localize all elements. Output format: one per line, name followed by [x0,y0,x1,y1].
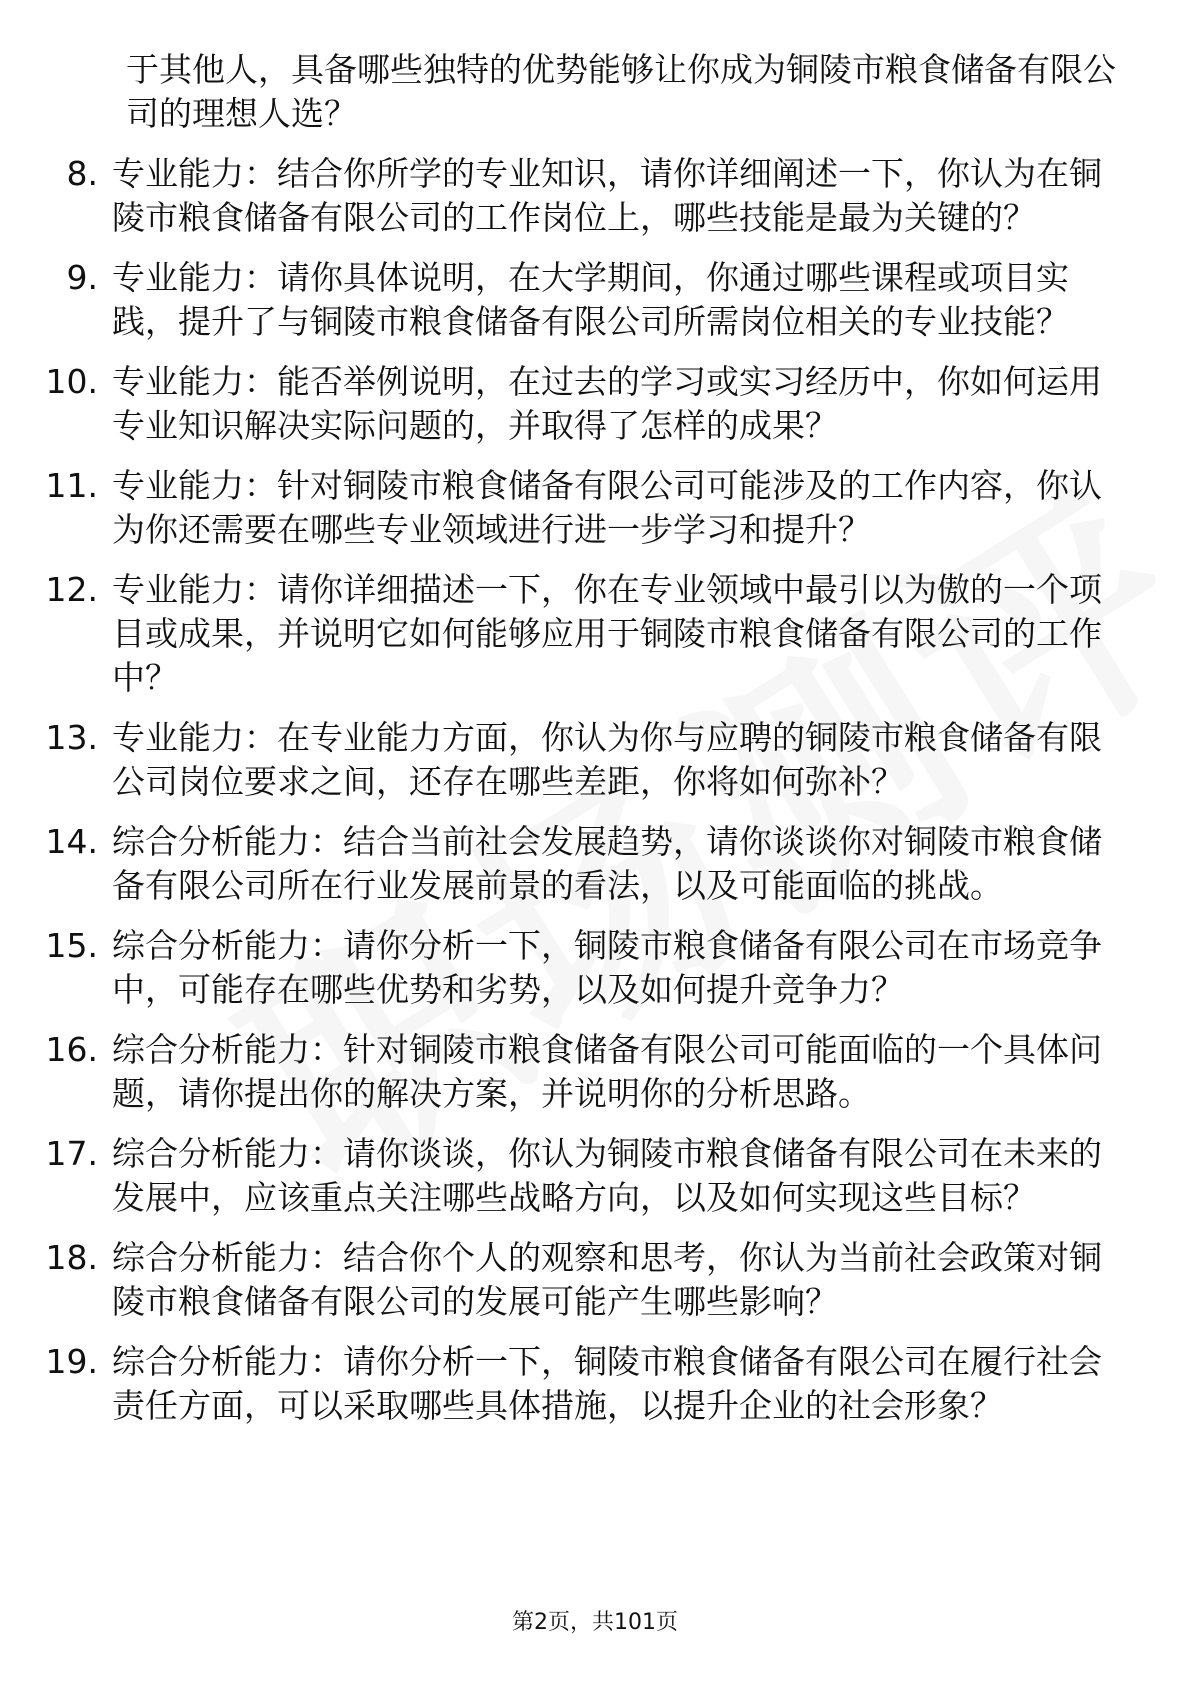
question-number: 19. [45,1342,98,1381]
question-number: 14. [45,822,98,861]
question-number: 10. [45,362,98,401]
question-number: 9. [66,258,98,297]
question-item [0,152,1190,240]
question-text: 专业能力：请你具体说明，在大学期间，你通过哪些课程或项目实践，提升了与铜陵市粮食储备有限公司所需岗位相关的专业技能？ [112,258,1069,341]
question-number: 17. [45,1134,98,1173]
question-item [0,568,1190,700]
question-text: 综合分析能力：请你谈谈，你认为铜陵市粮食储备有限公司在未来的发展中，应该重点关注哪些战略方向，以及如何实现这些目标？ [112,1134,1102,1217]
question-text: 专业能力：针对铜陵市粮食储备有限公司可能涉及的工作内容，你认为你还需要在哪些专业领域进行进一步学习和提升？ [112,466,1102,549]
question-item [0,360,1190,448]
question-item [0,1340,1190,1428]
question-number: 8. [66,154,98,193]
question-item [0,1028,1190,1116]
question-item [0,256,1190,344]
question-text: 综合分析能力：针对铜陵市粮食储备有限公司可能面临的一个具体问题，请你提出你的解决方案，并说明你的分析思路。 [112,1030,1102,1113]
question-item [0,464,1190,552]
question-item [0,820,1190,908]
question-number: 13. [45,718,98,757]
question-item [0,924,1190,1012]
question-number: 12. [45,570,98,609]
question-text: 专业能力：能否举例说明，在过去的学习或实习经历中，你如何运用专业知识解决实际问题的，并取得了怎样的成果？ [112,362,1102,445]
question-text: 综合分析能力：结合当前社会发展趋势，请你谈谈你对铜陵市粮食储备有限公司所在行业发展前景的看法，以及可能面临的挑战。 [112,822,1102,905]
question-number: 11. [45,466,98,505]
question-number: 15. [45,926,98,965]
question-text: 综合分析能力：请你分析一下，铜陵市粮食储备有限公司在履行社会责任方面，可以采取哪些具体措施，以提升企业的社会形象？ [112,1342,1102,1425]
question-item [0,716,1190,804]
continuation-text: 于其他人，具备哪些独特的优势能够让你成为铜陵市粮食储备有限公司的理想人选？ [126,50,1116,133]
question-number: 18. [45,1238,98,1277]
question-list [0,48,1190,1444]
question-text: 专业能力：请你详细描述一下，你在专业领域中最引以为傲的一个项目或成果，并说明它如何能够应用于铜陵市粮食储备有限公司的工作中？ [112,570,1102,697]
question-text: 综合分析能力：请你分析一下，铜陵市粮食储备有限公司在市场竞争中，可能存在哪些优势和劣势，以及如何提升竞争力？ [112,926,1102,1009]
question-number: 16. [45,1030,98,1069]
question-text: 专业能力：结合你所学的专业知识，请你详细阐述一下，你认为在铜陵市粮食储备有限公司的工作岗位上，哪些技能是最为关键的？ [112,154,1102,237]
page-footer: 第2页，共101页 [512,1610,678,1635]
question-text: 专业能力：在专业能力方面，你认为你与应聘的铜陵市粮食储备有限公司岗位要求之间，还存在哪些差距，你将如何弥补？ [112,718,1102,801]
question-item [0,1236,1190,1324]
question-item [0,1132,1190,1220]
question-text: 综合分析能力：结合你个人的观察和思考，你认为当前社会政策对铜陵市粮食储备有限公司的发展可能产生哪些影响？ [112,1238,1102,1321]
